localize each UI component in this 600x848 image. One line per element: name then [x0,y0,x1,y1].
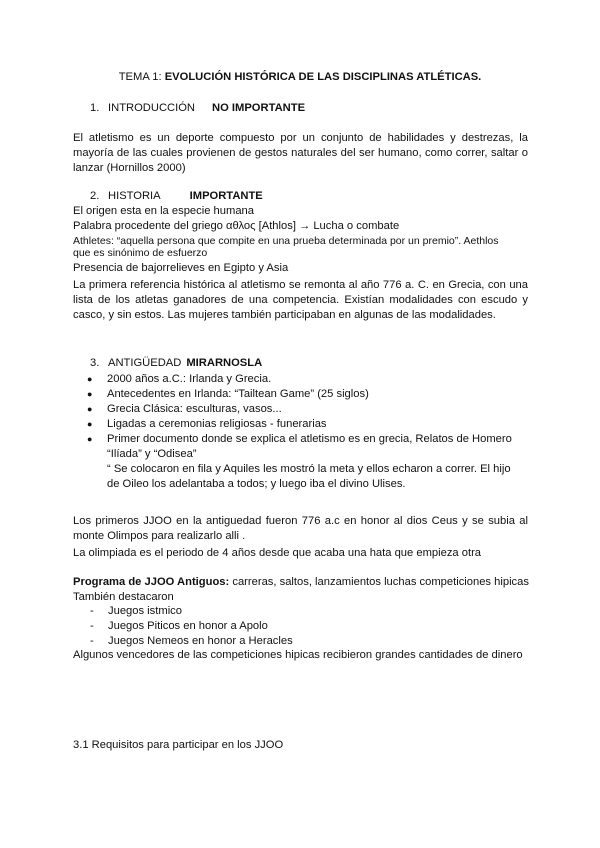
list-item: - Juegos Piticos en honor a Apolo [90,619,293,634]
paragraph-olimpiada: La olimpiada es el periodo de 4 años desde que acaba una hata que empieza otra [73,547,482,559]
heading-historia: 2. HISTORIA IMPORTANTE [90,190,263,202]
list-item: ● Ligadas a ceremonias religiosas - funerarias [74,417,514,432]
heading-introduccion: 1. INTRODUCCIÓN NO IMPORTANTE [90,102,306,114]
list-item: - Juegos istmico [90,604,293,619]
list-item: ● Grecia Clásica: esculturas, vasos... [74,402,514,417]
list-item: ● 2000 años a.C.: Irlanda y Grecia. [74,372,514,387]
historia-lines [73,204,533,276]
juegos-list [90,604,293,649]
antiguedad-list [74,372,514,492]
list-item: ● Antecedentes en Irlanda: “Tailtean Game” (25 siglos) [74,387,514,402]
paragraph-vencedores: Algunos vencedores de las competiciones hipicas recibieron grandes cantidades de dinero [73,649,523,661]
historia-line: Athletes: “aquella persona que compite en una prueba determinada por un premio”. Aethlos [73,235,499,247]
paragraph-historia: La primera referencia histórica al atletismo se remonta al año 776 a. C. en Grecia, con una lista de los atletas ganadores de una competencia. Existían modalidades con escudo y casco, y sin estos. Las mujeres también participaban en algunas de las modalidades. [73,279,528,321]
paragraph-programa: Programa de JJOO Antiguos: carreras, saltos, lanzamientos luchas competiciones hipicas [73,576,529,588]
historia-line: Presencia de bajorrelieves en Egipto y Asia [73,262,289,274]
paragraph-jjoo: Los primeros JJOO en la antiguedad fueron 776 a.c en honor al dios Ceus y se subia al monte Olimpos para realizarlo alli . [73,515,528,542]
paragraph-introduccion: El atletismo es un deporte compuesto por un conjunto de habilidades y destrezas, la mayoría de las cuales provienen de gestos naturales del ser humano, como correr, saltar o lanzar (Hornillos 2000) [73,132,528,174]
list-item: ● Primer documento donde se explica el atletismo es en grecia, Relatos de Homero “Ilíada” y “Odisea” [74,432,514,462]
list-item: - Juegos Nemeos en honor a Heracles [90,634,293,649]
historia-line: El origen esta en la especie humana [73,205,254,217]
heading-requisitos: 3.1 Requisitos para participar en los JJOO [73,739,284,751]
historia-line: Palabra procedente del griego αθλος [Athlos] → Lucha o combate [73,220,400,232]
document-title: TEMA 1: EVOLUCIÓN HISTÓRICA DE LAS DISCIPLINAS ATLÉTICAS. [118,71,482,83]
heading-antiguedad: 3. ANTIGÜEDAD MIRARNOSLA [90,357,263,369]
text-tambien: También destacaron [73,591,174,603]
historia-line: que es sinónimo de esfuerzo [73,247,208,259]
homer-quote: “ Se colocaron en fila y Aquiles les mostró la meta y ellos echaron a correr. El hijo de Oileo los adelantaba a todos; y luego iba el divino Ulises. [107,463,511,490]
programa-label: Programa de JJOO Antiguos: [73,576,230,588]
